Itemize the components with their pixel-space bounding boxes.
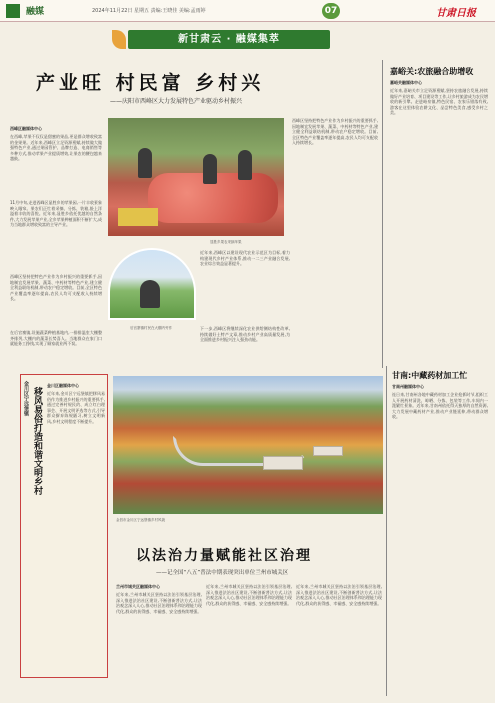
section-name: 融媒 — [26, 7, 45, 17]
second-body-1: 近年来,兰州市城关区坚持以法治引领基层治理,深入推进法治社区建设,不断创新普法方式,让法治观念深入人心,推动社区治理体系和治理能力现代化,群众的获得感、幸福感、安全感持续增强。 — [116, 592, 202, 614]
photo1-caption: 显胜乡果农采摘苹果 — [210, 240, 242, 244]
feature-body: 近年来,金川区宁远堡镇把移风易俗作为推进乡村振兴的重要抓手,通过完善村规民约、成立红白理事会、开展文明评选等方式,引导群众摒弃陈规陋习,树立文明新风,乡村文明程度不断提升。 — [47, 391, 105, 424]
worker — [140, 280, 160, 308]
lead-body-continued: 西峰区坚持把特色产业作为乡村振兴的重要抓手,因地制宜发展苹果、蔬菜、中药材等特色产业,建立健全利益联结机制,带动农户稳定增收。目前,全区特色产业覆盖率逐年提高,农民人均可支配收入持续增长。 — [292, 118, 378, 146]
greenhouse-photo[interactable] — [108, 248, 196, 320]
lead-body-1: 11月中旬,走进西峰区显胜乡的苹果园,一片丰收景象映入眼帘。果农们正忙着采摘、分拣、装箱,脸上洋溢着丰收的喜悦。近年来,显胜乡依托优越的自然条件,大力发展苹果产业,全乡苹果种植面积不断扩大,成为当地群众增收致富的主导产业。 — [10, 200, 102, 228]
newspaper-brand: 甘肃日报 — [436, 8, 476, 19]
newspaper-logo-icon — [6, 4, 20, 18]
sidebar1-byline: 嘉峪关融媒体中心 — [390, 80, 422, 85]
lead-intro: 在西峰,苹果不仅仅是甜蜜的果品,更是群众增收致富的金果果。近年来,西峰区立足资源禀赋,持续做大做强特色产业,通过果园管护、品牌打造、电商销售等多种方式,推动苹果产业提质增效,让果农的腰包越来越鼓。 — [10, 134, 102, 162]
lead-body-2: 西峰区坚持把特色产业作为乡村振兴的重要抓手,因地制宜发展苹果、蔬菜、中药材等特色产业,建立健全利益联结机制,带动农户稳定增收。目前,全区特色产业覆盖率逐年提高,农民人均可支配收入持续增长。 — [10, 274, 102, 302]
column-divider — [382, 60, 383, 368]
feature-byline: 金川区融媒体中心 — [47, 383, 79, 388]
village-building — [263, 456, 303, 470]
farmer — [138, 148, 152, 178]
feature-location: 金川区宁远堡镇 — [23, 381, 29, 416]
page-header — [0, 0, 495, 22]
village-landscape-photo[interactable] — [113, 376, 383, 514]
sidebar1-body: 近年来,嘉峪关市立足资源禀赋,坚持农旅融合发展,持续做好产业培育、项目建设等工作,让乡村旅游成为农民增收的新引擎。走进峪泉镇,特色民宿、农家乐错落有致,游客在这里体验农耕文化、品尝特色美食,感受乡村之美。 — [390, 88, 488, 116]
column-banner — [128, 30, 330, 49]
second-byline: 兰州市城关区融媒体中心 — [116, 584, 160, 589]
lead-headline[interactable]: 产业旺 村民富 乡村兴 — [36, 72, 265, 94]
lead-subheadline: ——庆阳市西峰区大力发展特色产业驱动乡村振兴 — [110, 98, 243, 105]
leaf-icon — [112, 30, 126, 49]
apple-harvest-photo[interactable] — [108, 118, 284, 236]
second-body-3: 近年来,兰州市城关区坚持以法治引领基层治理,深入推进法治社区建设,不断创新普法方式,让法治观念深入人心,推动社区治理体系和治理能力现代化,群众的获得感、幸福感、安全感持续增强。 — [296, 584, 382, 606]
sidebar2-body: 连日来,甘南州各地中藏药材加工企业抢抓时节,组织工人开展药材清洗、晾晒、分拣、包装等工作,车间内一派繁忙景象。近年来,甘南州依托得天独厚的自然资源,大力发展中藏药材产业,推动产业链延伸,带动群众增收。 — [392, 392, 488, 420]
page-number-badge: 07 — [322, 3, 340, 19]
lead-body-3: 在后官寨镇,设施蔬菜种植基地内,一排排温室大棚整齐排列,大棚内的蔬菜长势喜人。当地群众在家门口就能务工挣钱,实现了顾家就业两不误。 — [10, 330, 102, 347]
issue-meta: 2024年11月22日 星期五 责编:王晓佳 美编:孟雨婷 — [92, 8, 206, 14]
photo2-caption: 后官寨镇村民在大棚内劳作 — [130, 326, 172, 330]
column-title: 新甘肃云 · 融媒集萃 — [178, 34, 280, 45]
farmer — [203, 154, 217, 184]
photo3-caption: 金昌市金川区宁远堡镇乡村风貌 — [116, 518, 165, 522]
second-headline[interactable]: 以法治力量赋能社区治理 — [136, 548, 312, 564]
feature-box — [20, 374, 108, 678]
farmer — [238, 150, 252, 180]
basket — [118, 208, 158, 226]
sidebar2-byline: 甘南州融媒体中心 — [392, 384, 424, 389]
lead-body-4: 近年来,西峰区以建设现代农业示范区为目标,着力构建现代乡村产业体系,推动一二三产业融合发展,农业综合效益显著提升。 — [200, 250, 290, 267]
sidebar2-title[interactable]: 甘南:中藏药材加工忙 — [392, 371, 468, 380]
column-divider — [386, 366, 387, 696]
lead-body-5: 下一步,西峰区将继续深化农业供给侧结构性改革,持续做好土特产文章,推动乡村产业高质量发展,为全面推进乡村振兴注入强劲动能。 — [200, 326, 290, 343]
lead-byline: 西峰区融媒体中心 — [10, 126, 42, 131]
feature-headline[interactable]: 移风易俗打造和谐文明乡村 — [32, 387, 42, 495]
second-body-2: 近年来,兰州市城关区坚持以法治引领基层治理,深入推进法治社区建设,不断创新普法方式,让法治观念深入人心,推动社区治理体系和治理能力现代化,群众的获得感、幸福感、安全感持续增强。 — [206, 584, 292, 606]
second-subheadline: ——记全国“八五”普法中期表现突出单位兰州市城关区 — [156, 570, 289, 576]
village-building — [313, 446, 343, 456]
sidebar1-title[interactable]: 嘉峪关:农旅融合助增收 — [390, 67, 474, 76]
